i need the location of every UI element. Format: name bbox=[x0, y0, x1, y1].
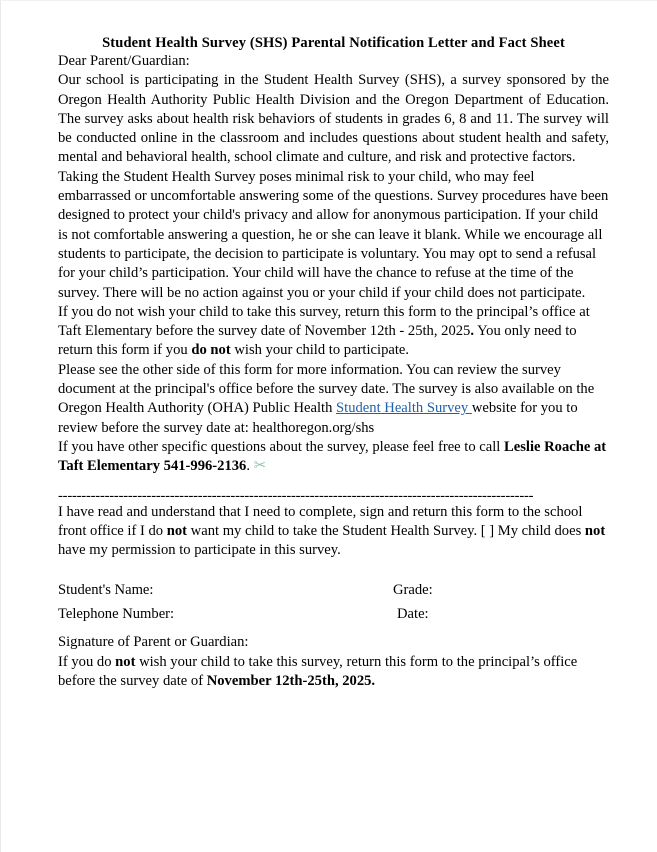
paragraph-survey-overview: Our school is participating in the Student Health Survey (SHS), a survey sponsored by the Oregon Health Authority Public Health Division and the Oregon Department of Education. The survey asks about health risk behaviors of students in grades 6, 8 and 11. The survey will be conducted online in the classroom and includes questions about student health and safety, mental and behavioral health, school climate and culture, and risk and protective factors. bbox=[58, 72, 609, 166]
closing-bold-date: November 12th-25th, 2025. bbox=[206, 673, 376, 690]
refusal-text-part2: You only need to return this form if you bbox=[58, 323, 577, 359]
paragraph-attestation bbox=[58, 503, 609, 561]
cut-line-divider: ------------------------------------------------------------------------------------------------------ bbox=[58, 488, 534, 503]
contact-text-part1: If you have other specific questions about the survey, please feel free to call bbox=[58, 438, 505, 455]
paragraph-risk-and-voluntary: Taking the Student Health Survey poses minimal risk to your child, who may feel embarrassed or uncomfortable answering some of the questions. Survey procedures have been designed to protect your child's privacy and allow for anonymous participation. If your child is not comfortable answering a question, he or she can leave it blank. While we encourage all students to participate, the decision to participate is voluntary. You may opt to send a refusal for your child’s participation. Your child will have the chance to refuse at the time of the survey. There will be no action against you or your child if your child does not participate. bbox=[58, 168, 609, 301]
signature-row bbox=[58, 633, 609, 652]
grade-label: Grade: bbox=[393, 582, 433, 599]
attestation-bold-not-1: not bbox=[166, 522, 188, 539]
paragraph-closing-reminder bbox=[58, 653, 609, 692]
telephone-row bbox=[58, 605, 609, 629]
refusal-bold-period: . bbox=[470, 323, 474, 340]
salutation-text: Dear Parent/Guardian: bbox=[58, 53, 190, 69]
signature-label: Signature of Parent or Guardian: bbox=[58, 634, 249, 651]
refusal-bold-donot: do not bbox=[191, 342, 231, 359]
attestation-text-part1: I have read and understand that I need to complete, sign and return this form to the school front office if I do bbox=[58, 503, 583, 539]
contact-name-and-phone: Leslie Roache at Taft Elementary 541-996-2136 bbox=[58, 438, 607, 475]
student-name-row bbox=[58, 581, 609, 605]
refusal-text-part1: If you do not wish your child to take this survey, return this form to the principal’s office at Taft Elementary before the survey date of November 12th - 25th, 2025 bbox=[58, 303, 590, 340]
info-text-part2: website for you to review before the survey date at: healthoregon.org/shs bbox=[58, 400, 578, 436]
student-name-label: Student's Name: bbox=[58, 582, 154, 599]
telephone-number-label: Telephone Number: bbox=[58, 606, 175, 623]
paragraph-refusal-instructions bbox=[58, 303, 609, 361]
contact-text-part2: . bbox=[246, 458, 250, 475]
document-content bbox=[58, 1, 609, 691]
form-fields-section bbox=[58, 581, 609, 652]
closing-bold-not: not bbox=[115, 653, 136, 670]
date-label: Date: bbox=[397, 606, 429, 623]
attestation-bold-not-2: not bbox=[584, 522, 606, 539]
paragraph-more-information bbox=[58, 361, 609, 438]
scissors-icon: ✂ bbox=[253, 458, 267, 475]
page-title: Student Health Survey (SHS) Parental Notification Letter and Fact Sheet bbox=[102, 35, 565, 51]
closing-text-part1: If you do bbox=[58, 653, 116, 670]
student-health-survey-link[interactable]: Student Health Survey bbox=[336, 400, 472, 417]
refusal-text-part3: wish your child to participate. bbox=[230, 342, 410, 359]
closing-text-part2: wish your child to take this survey, return this form to the principal’s office before the survey date of bbox=[58, 653, 578, 690]
paragraph-contact bbox=[58, 438, 609, 477]
info-text-part1: Please see the other side of this form for more information. You can review the survey document at the principal's office before the survey date. The survey is also available on the Oregon Health Authority (OHA) Public Health bbox=[58, 361, 595, 417]
attestation-text-part2: want my child to take the Student Health Survey. [ ] My child does bbox=[187, 522, 585, 539]
attestation-text-part3: have my permission to participate in this survey. bbox=[58, 542, 341, 559]
